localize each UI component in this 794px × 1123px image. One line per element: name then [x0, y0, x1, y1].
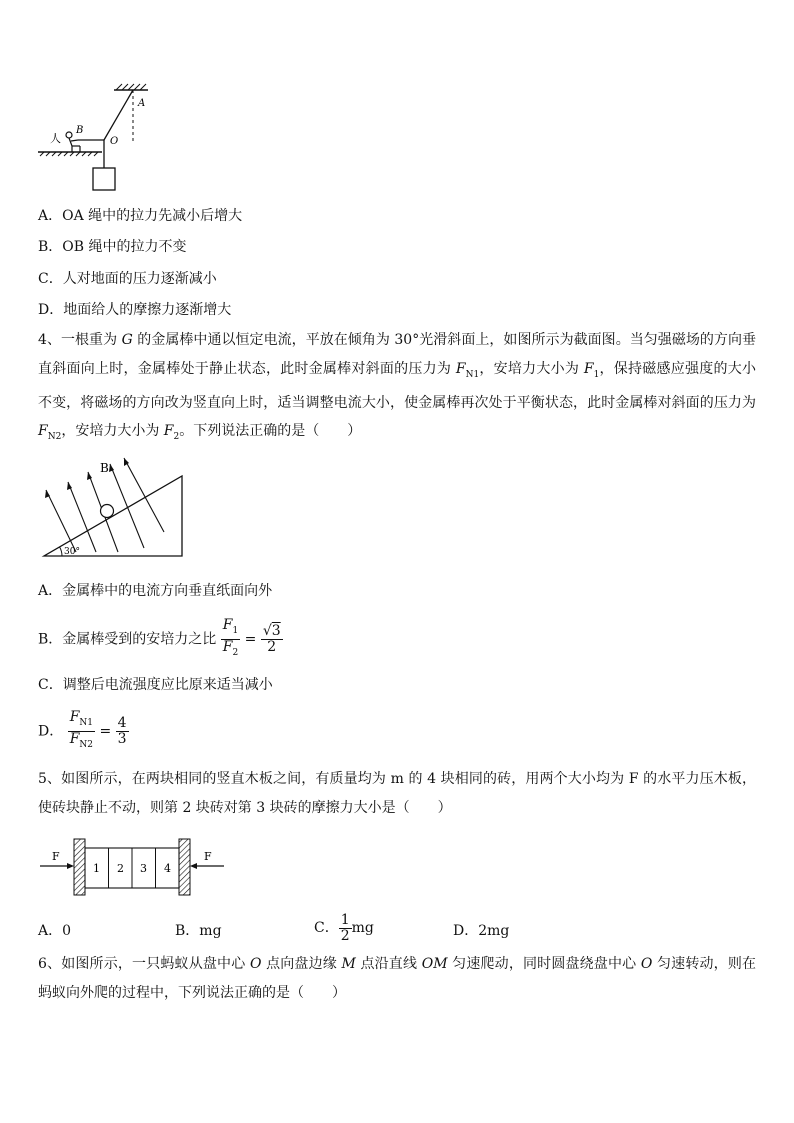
label-O: O: [110, 136, 119, 147]
label-angle: 30°: [64, 547, 80, 557]
sqrt3-over-2: $\frac{√3}{2}$: [262, 622, 281, 655]
q3-option-c: C．人对地面的压力逐渐减小: [38, 271, 217, 287]
q5-stem: 5、如图所示，在两块相同的竖直木板之间，有质量均为 m 的 4 块相同的砖，用两个大小均为 F 的水平力压木板，使砖块静止不动，则第 2 块砖对第 3 块砖的摩擦力大小是（ ）: [38, 771, 756, 816]
label-person: 人: [50, 132, 61, 145]
label-B-field: B: [100, 461, 109, 475]
q3-option-a: A．OA 绳中的拉力先减小后增大: [38, 208, 243, 224]
q4-option-d: D． $\frac{F_{N1}}{F_{N2}}$ = $\frac{4}{3}$: [38, 710, 129, 753]
q4-incline-figure: [40, 456, 190, 562]
q3-option-d: D．地面给人的摩擦力逐渐增大: [38, 302, 232, 318]
label-A: A: [138, 98, 146, 109]
q3-option-b: B．OB 绳中的拉力不变: [38, 239, 187, 255]
four-thirds: $\frac{4}{3}$: [117, 714, 127, 747]
q5-option-d: D．2mg: [453, 923, 510, 939]
brick-1-label: 1: [93, 862, 100, 875]
metal-rod: [101, 505, 114, 518]
label-force-right: F: [204, 850, 212, 863]
q4-option-a: A．金属棒中的电流方向垂直纸面向外: [38, 583, 273, 599]
q5-option-b: B．mg: [175, 923, 222, 939]
brick-3-label: 3: [140, 862, 147, 875]
q4-option-c: C．调整后电流强度应比原来适当减小: [38, 677, 273, 693]
brick-2-label: 2: [117, 862, 124, 875]
ratio-f1-f2: $\frac{F_1}{F_2}$: [222, 617, 239, 658]
q5-option-a: A．0: [38, 923, 72, 939]
q4-stem: 4、一根重为 G 的金属棒中通以恒定电流，平放在倾角为 30°光滑斜面上，如图所示为截面图。当匀强磁场的方向垂直斜面向上时，金属棒处于静止状态，此时金属棒对斜面的压力为 $F_{N1}$，安培力大小为 $F_1$，保持磁感应强度的大小不变，将磁场的方向改为竖直向上时，适当调整电流大小，使金属棒再次处于平衡状态，此时金属棒对斜面的压力为 $F_{N2}$，安培力大小为 $F_2$。下列说法正确的是（ ）: [38, 332, 757, 443]
q6-stem: 6、如图所示，一只蚂蚁从盘中心 O 点向盘边缘 M 点沿直线 OM 匀速爬动，同时圆盘绕盘中心 O 匀速转动，则在蚂蚁向外爬的过程中，下列说法正确的是（ ）: [38, 956, 757, 1001]
ratio-fn1-fn2: $\frac{F_{N1}}{F_{N2}}$: [69, 709, 94, 750]
q5-option-c: C． $\frac{1}{2}$ mg: [314, 911, 374, 944]
label-force-left: F: [52, 850, 60, 863]
q3-figure: [36, 82, 166, 194]
q5-bricks-figure: [38, 836, 228, 900]
brick-4-label: 4: [164, 862, 171, 875]
q4-option-b: B．金属棒受到的安培力之比 $\frac{F_1}{F_2}$ = $\frac{√3}{2}$: [38, 618, 283, 661]
label-B: B: [76, 125, 84, 136]
